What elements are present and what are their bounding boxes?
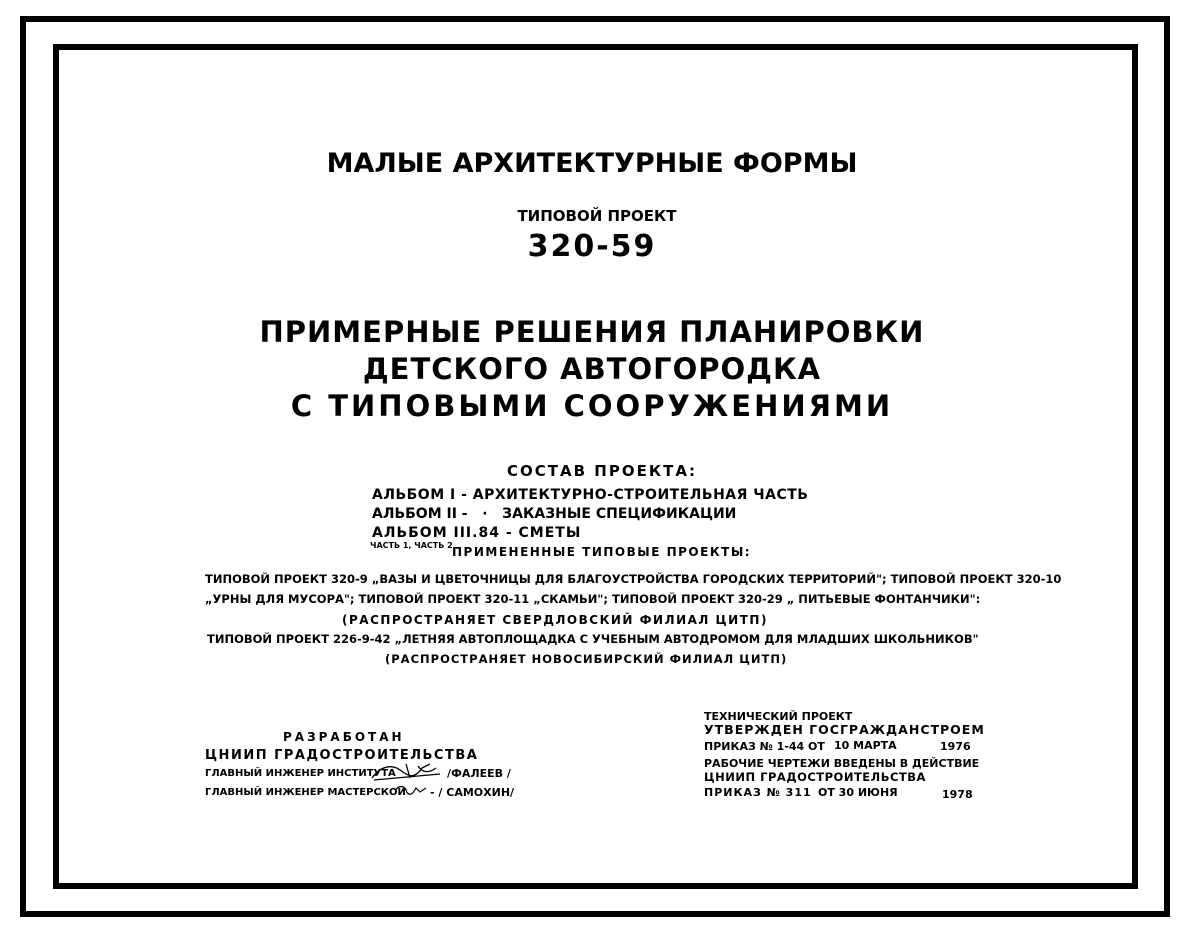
applied-line-4: ТИПОВОЙ ПРОЕКТ 226-9-42 „ЛЕТНЯЯ АВТОПЛОЩАДКА С УЧЕБНЫМ АВТОДРОМОМ ДЛЯ МЛАДШИХ ШКОЛЬНИКОВ"	[207, 632, 979, 646]
project-number: 320-59	[527, 229, 657, 264]
approval-order-1: ПРИКАЗ № 1-44 ОТ	[704, 740, 825, 753]
applied-heading: ПРИМЕНЕННЫЕ ТИПОВЫЕ ПРОЕКТЫ:	[452, 545, 752, 559]
approval-order-1-year: 1976	[940, 740, 971, 753]
title-line-2: ДЕТСКОГО АВТОГОРОДКА	[362, 352, 822, 386]
chief-engineer-workshop-label: ГЛАВНЫЙ ИНЖЕНЕР МАСТЕРСКОЙ	[205, 787, 406, 798]
developed-org: ЦНИИП ГРАДОСТРОИТЕЛЬСТВА	[205, 748, 479, 763]
chief-engineer-institute-name: /ФАЛЕЕВ /	[447, 767, 511, 780]
chief-engineer-workshop-name: - / САМОХИН/	[430, 786, 515, 799]
applied-line-2: „УРНЫ ДЛЯ МУСОРА"; ТИПОВОЙ ПРОЕКТ 320-11 „СКАМЬИ"; ТИПОВОЙ ПРОЕКТ 320-29 „ ПИТЬЕВЫЕ ФОНТАНЧИКИ":	[205, 592, 981, 606]
album-3: АЛЬБОМ III.84 - СМЕТЫ	[372, 525, 582, 541]
album-3-parts: ЧАСТЬ 1, ЧАСТЬ 2	[370, 541, 453, 550]
approval-order-1-date: 10 МАРТА	[834, 739, 897, 752]
approval-line-1: ТЕХНИЧЕСКИЙ ПРОЕКТ	[704, 710, 853, 723]
series-title: МАЛЫЕ АРХИТЕКТУРНЫЕ ФОРМЫ	[326, 148, 858, 179]
album-2: АЛЬБОМ II - · ЗАКАЗНЫЕ СПЕЦИФИКАЦИИ	[372, 506, 737, 522]
approval-line-4: РАБОЧИЕ ЧЕРТЕЖИ ВВЕДЕНЫ В ДЕЙСТВИЕ	[704, 757, 980, 770]
title-line-3: С ТИПОВЫМИ СООРУЖЕНИЯМИ	[290, 389, 894, 423]
chief-engineer-institute-label: ГЛАВНЫЙ ИНЖЕНЕР ИНСТИТУТА	[205, 768, 396, 779]
signature-samokhin	[392, 780, 428, 800]
approval-order-2-date: ОТ 30 ИЮНЯ	[818, 786, 898, 799]
project-label: ТИПОВОЙ ПРОЕКТ	[517, 207, 677, 225]
approval-order-2-year: 1978	[942, 788, 973, 801]
composition-heading: СОСТАВ ПРОЕКТА:	[507, 462, 697, 480]
approval-order-2: ПРИКАЗ № 311	[704, 786, 812, 799]
title-line-1: ПРИМЕРНЫЕ РЕШЕНИЯ ПЛАНИРОВКИ	[259, 315, 925, 349]
album-1: АЛЬБОМ I - АРХИТЕКТУРНО-СТРОИТЕЛЬНАЯ ЧАСТЬ	[372, 487, 809, 503]
applied-line-5: (РАСПРОСТРАНЯЕТ НОВОСИБИРСКИЙ ФИЛИАЛ ЦИТП)	[385, 652, 788, 666]
developed-heading: РАЗРАБОТАН	[283, 730, 405, 744]
approval-line-5: ЦНИИП ГРАДОСТРОИТЕЛЬСТВА	[704, 770, 926, 784]
approval-line-2: УТВЕРЖДЕН ГОСГРАЖДАНСТРОЕМ	[704, 722, 985, 737]
applied-line-1: ТИПОВОЙ ПРОЕКТ 320-9 „ВАЗЫ И ЦВЕТОЧНИЦЫ ДЛЯ БЛАГОУСТРОЙСТВА ГОРОДСКИХ ТЕРРИТОРИЙ"; ТИПОВОЙ ПРОЕКТ 320-10	[205, 572, 1062, 586]
applied-line-3: (РАСПРОСТРАНЯЕТ СВЕРДЛОВСКИЙ ФИЛИАЛ ЦИТП)	[342, 613, 768, 627]
